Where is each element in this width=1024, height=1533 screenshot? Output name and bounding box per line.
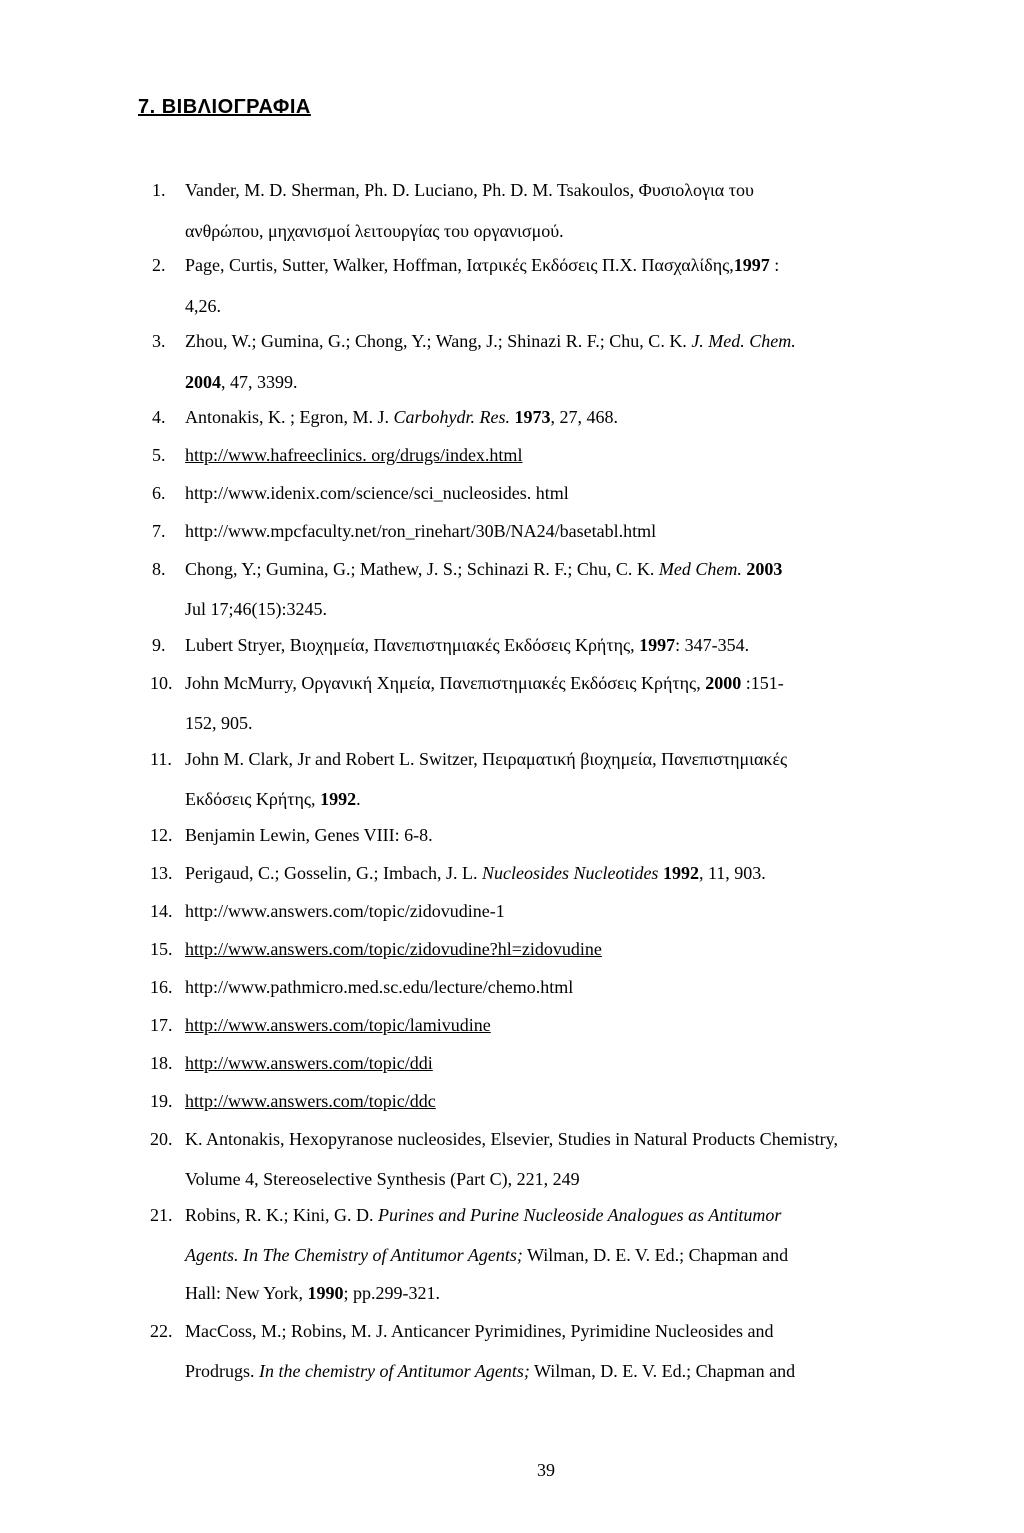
reference-line xyxy=(185,713,253,733)
reference-link[interactable]: http://www.hafreeclinics. org/drugs/index.html xyxy=(185,445,523,465)
reference-text: 1997 xyxy=(639,635,676,655)
reference-text: , 27, 468. xyxy=(550,407,618,427)
reference-line xyxy=(152,331,796,351)
reference-text: Carbohydr. Res. xyxy=(393,407,510,427)
reference-text: http://www.answers.com/topic/zidovudine-1 xyxy=(185,901,505,921)
reference-number: 22. xyxy=(150,1321,173,1341)
section-heading: 7. ΒΙΒΛΙΟΓΡΑΦΙΑ xyxy=(138,96,311,118)
reference-text: Antonakis, K. ; Egron, M. J. xyxy=(185,407,394,427)
reference-line xyxy=(185,296,221,316)
reference-number: 19. xyxy=(150,1091,173,1111)
reference-line xyxy=(150,1321,774,1341)
reference-text: Chong, Y.; Gumina, G.; Mathew, J. S.; Schinazi R. F.; Chu, C. K. xyxy=(185,559,659,579)
reference-line xyxy=(150,1205,782,1225)
reference-text: 2004 xyxy=(185,372,221,392)
reference-line xyxy=(150,1053,433,1073)
reference-text: 1973 xyxy=(514,407,551,427)
reference-line xyxy=(152,635,750,655)
reference-text: 1990 xyxy=(307,1283,344,1303)
reference-text: 1997 xyxy=(733,255,770,275)
reference-line xyxy=(185,599,327,619)
reference-text: Εκδόσεις Κρήτης, xyxy=(185,789,321,809)
reference-line xyxy=(150,977,574,997)
reference-text: 2000 xyxy=(705,673,742,693)
reference-line xyxy=(150,939,602,959)
reference-line xyxy=(150,673,784,693)
reference-text: Page, Curtis, Sutter, Walker, Hoffman, Ιατρικές Εκδόσεις Π.Χ. Πασχαλίδης, xyxy=(185,255,734,275)
reference-text: http://www.pathmicro.med.sc.edu/lecture/chemo.html xyxy=(185,977,574,997)
reference-link[interactable]: http://www.answers.com/topic/ddc xyxy=(185,1091,436,1111)
reference-number: 15. xyxy=(150,939,173,959)
reference-text: , 11, 903. xyxy=(698,863,766,883)
reference-text: : 347-354. xyxy=(675,635,750,655)
reference-text: , 47, 3399. xyxy=(221,372,298,392)
reference-text: Nucleosides Nucleotides xyxy=(481,863,659,883)
reference-number: 21. xyxy=(150,1205,173,1225)
reference-line xyxy=(152,407,618,427)
reference-text: Jul 17;46(15):3245. xyxy=(185,599,327,619)
reference-number: 12. xyxy=(150,825,173,845)
reference-text: Robins, R. K.; Kini, G. D. xyxy=(185,1205,379,1225)
reference-text: Wilman, D. E. V. Ed.; Chapman and xyxy=(529,1361,796,1381)
reference-line xyxy=(150,825,433,845)
reference-text: 1992 xyxy=(662,863,699,883)
reference-line xyxy=(152,483,569,503)
reference-number: 9. xyxy=(152,635,166,655)
reference-number: 6. xyxy=(152,483,166,503)
reference-number: 3. xyxy=(152,331,166,351)
reference-text: MacCoss, M.; Robins, M. J. Anticancer Pyrimidines, Pyrimidine Nucleosides and xyxy=(185,1321,774,1341)
reference-line xyxy=(152,559,783,579)
reference-line xyxy=(185,1169,580,1189)
reference-text: K. Antonakis, Hexopyranose nucleosides, Elsevier, Studies in Natural Products Chemistry, xyxy=(185,1129,839,1149)
reference-text: . xyxy=(356,789,361,809)
reference-link[interactable]: http://www.answers.com/topic/lamivudine xyxy=(185,1015,491,1035)
reference-text: ; pp.299-321. xyxy=(343,1283,441,1303)
reference-text: 1992 xyxy=(320,789,357,809)
reference-text: http://www.mpcfaculty.net/ron_rinehart/30B/NA24/basetabl.html xyxy=(185,521,657,541)
reference-number: 8. xyxy=(152,559,166,579)
reference-line xyxy=(150,863,766,883)
reference-text: 152, 905. xyxy=(185,713,253,733)
reference-line xyxy=(185,1283,440,1303)
reference-line xyxy=(185,372,298,392)
reference-link[interactable]: http://www.answers.com/topic/ddi xyxy=(185,1053,433,1073)
reference-number: 18. xyxy=(150,1053,173,1073)
reference-text: J. Med. Chem. xyxy=(691,331,796,351)
reference-text: Volume 4, Stereoselective Synthesis (Part C), 221, 249 xyxy=(185,1169,580,1189)
reference-text: : xyxy=(769,255,780,275)
reference-number: 16. xyxy=(150,977,173,997)
reference-line xyxy=(150,901,505,921)
reference-text: :151- xyxy=(741,673,784,693)
reference-line xyxy=(152,180,754,200)
reference-text: In the chemistry of Antitumor Agents; xyxy=(259,1361,530,1381)
reference-text: Hall: New York, xyxy=(185,1283,308,1303)
reference-number: 10. xyxy=(150,673,173,693)
reference-link[interactable]: http://www.answers.com/topic/zidovudine?hl=zidovudine xyxy=(185,939,602,959)
reference-text: http://www.idenix.com/science/sci_nucleosides. html xyxy=(185,483,569,503)
reference-text: Zhou, W.; Gumina, G.; Chong, Y.; Wang, J.; Shinazi R. F.; Chu, C. K. xyxy=(185,331,692,351)
reference-text: Lubert Stryer, Βιοχημεία, Πανεπιστημιακές Εκδόσεις Κρήτης, xyxy=(185,635,640,655)
reference-text: Perigaud, C.; Gosselin, G.; Imbach, J. L. xyxy=(185,863,482,883)
reference-line xyxy=(150,749,788,769)
reference-number: 2. xyxy=(152,255,166,275)
reference-line xyxy=(152,255,780,275)
reference-line xyxy=(185,789,361,809)
reference-text: Wilman, D. E. V. Ed.; Chapman and xyxy=(522,1245,789,1265)
reference-number: 4. xyxy=(152,407,166,427)
reference-text: Agents. In The Chemistry of Antitumor Agents; xyxy=(185,1245,523,1265)
reference-line xyxy=(150,1091,436,1111)
reference-line xyxy=(185,1245,788,1265)
reference-line xyxy=(152,521,657,541)
reference-number: 11. xyxy=(150,749,172,769)
reference-text: John McMurry, Οργανική Χημεία, Πανεπιστημιακές Εκδόσεις Κρήτης, xyxy=(185,673,706,693)
reference-number: 20. xyxy=(150,1129,173,1149)
reference-number: 1. xyxy=(152,180,166,200)
reference-number: 14. xyxy=(150,901,173,921)
reference-text: Prodrugs. xyxy=(185,1361,260,1381)
reference-line xyxy=(152,445,523,465)
reference-number: 5. xyxy=(152,445,166,465)
reference-number: 7. xyxy=(152,521,166,541)
reference-line xyxy=(150,1015,491,1035)
reference-text: ανθρώπου, μηχανισμοί λειτουργίας του οργανισμού. xyxy=(185,221,564,241)
reference-text: Vander, M. D. Sherman, Ph. D. Luciano, Ph. D. M. Tsakoulos, Φυσιολογια του xyxy=(185,180,754,200)
reference-number: 17. xyxy=(150,1015,173,1035)
reference-text: Med Chem. xyxy=(658,559,742,579)
reference-number: 13. xyxy=(150,863,173,883)
reference-line xyxy=(185,1361,795,1381)
reference-text: Benjamin Lewin, Genes VIII: 6-8. xyxy=(185,825,433,845)
reference-text: 2003 xyxy=(746,559,783,579)
page-number: 39 xyxy=(537,1460,555,1480)
reference-text: John M. Clark, Jr and Robert L. Switzer, Πειραματική βιοχημεία, Πανεπιστημιακές xyxy=(185,749,788,769)
reference-text: Purines and Purine Nucleoside Analogues as Antitumor xyxy=(378,1205,782,1225)
reference-line xyxy=(150,1129,839,1149)
reference-line xyxy=(185,221,564,241)
reference-text: 4,26. xyxy=(185,296,221,316)
